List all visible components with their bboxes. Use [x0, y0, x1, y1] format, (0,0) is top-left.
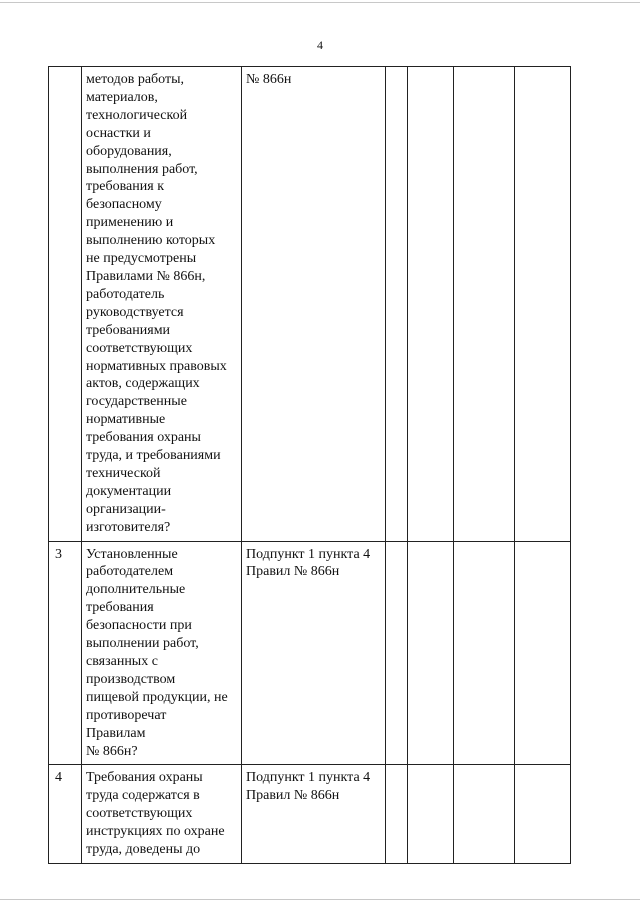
- row-number: [49, 67, 82, 542]
- scan-bottom-edge: [0, 899, 640, 900]
- answer-cell-yes[interactable]: [386, 765, 408, 864]
- remarks-cell[interactable]: [515, 67, 571, 542]
- reference-cell: Подпункт 1 пункта 4 Правил № 866н: [242, 765, 386, 864]
- answer-cell-yes[interactable]: [386, 541, 408, 765]
- question-cell: методов работы, материалов, технологической оснастки и оборудования, выполнения работ, требования к безопасному применению и выполнению которых не предусмотрены Правилами № 866н, работодатель руководствуется требованиями соответствующих нормативных правовых актов, содержащих государственные нормативные требования охраны труда, и требованиями технической документации организации- изготовителя?: [82, 67, 242, 542]
- table-row: [49, 541, 571, 765]
- answer-cell-yes[interactable]: [386, 67, 408, 542]
- question-cell: Требования охраны труда содержатся в соответствующих инструкциях по охране труда, доведены до: [82, 765, 242, 864]
- question-cell: Установленные работодателем дополнительные требования безопасности при выполнении работ, связанных с производством пищевой продукции, не противоречат Правилам № 866н?: [82, 541, 242, 765]
- answer-cell-not-applicable[interactable]: [454, 67, 515, 542]
- answer-cell-not-applicable[interactable]: [454, 765, 515, 864]
- answer-cell-no[interactable]: [408, 67, 454, 542]
- table-row: [49, 67, 571, 542]
- table-row: [49, 765, 571, 864]
- row-number: 3: [49, 541, 82, 765]
- scan-top-edge: [0, 2, 640, 3]
- remarks-cell[interactable]: [515, 765, 571, 864]
- answer-cell-no[interactable]: [408, 541, 454, 765]
- remarks-cell[interactable]: [515, 541, 571, 765]
- reference-cell: Подпункт 1 пункта 4 Правил № 866н: [242, 541, 386, 765]
- answer-cell-no[interactable]: [408, 765, 454, 864]
- requirements-table: [48, 66, 571, 864]
- answer-cell-not-applicable[interactable]: [454, 541, 515, 765]
- reference-cell: № 866н: [242, 67, 386, 542]
- row-number: 4: [49, 765, 82, 864]
- page-number: 4: [317, 38, 323, 52]
